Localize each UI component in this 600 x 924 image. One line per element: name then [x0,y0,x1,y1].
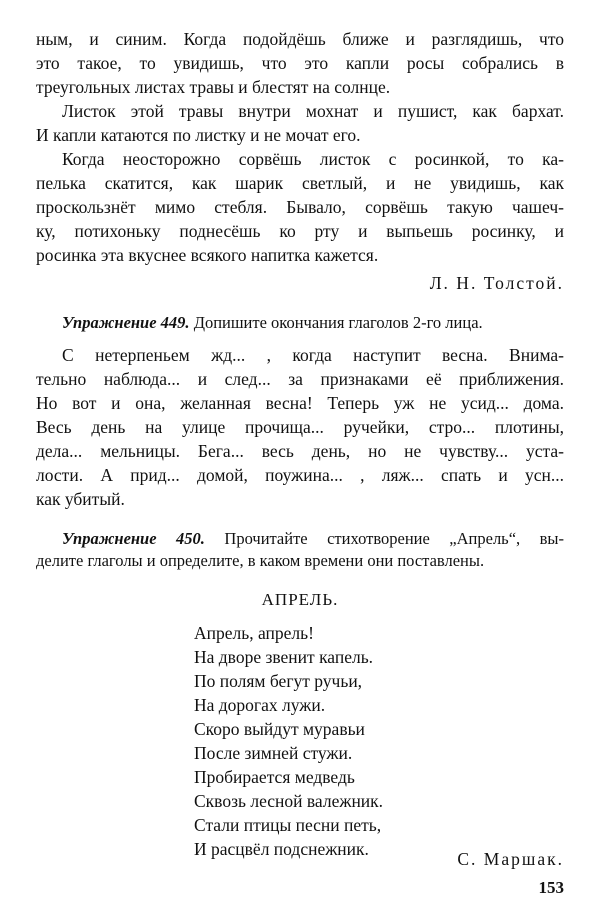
exercise-449-line-2: тельно наблюда... и след... за признаками её приближения. [36,369,564,389]
poem-line-7: Пробирается медведь [194,767,355,787]
poem-line-8: Сквозь лесной валежник. [194,791,384,811]
story-line-1: ным, и синим. Когда подойдёшь ближе и разглядишь, что [36,29,564,49]
exercise-449-task: Допишите окончания глаголов 2-го лица. [193,313,483,332]
poem-line-6: После зимней стужи. [194,743,353,763]
poem-line-5: Скоро выйдут муравьи [194,719,365,739]
story-line-10: росинка эта вкуснее всякого напитка кажется. [36,245,379,265]
story-author: Л. Н. Толстой. [429,273,564,293]
exercise-449-label: Упражнение 449. [62,313,190,332]
page-number: 153 [538,878,564,897]
exercise-449-line-6: лости. А прид... домой, поужина... , ляж... спать и усн... [36,465,564,485]
exercise-449-line-4: Весь день на улице прочища... ручейки, стро... плотины, [36,417,564,437]
exercise-449-line-3: Но вот и она, желанная весна! Теперь уж не усид... дома. [36,393,564,413]
poem-line-10: И расцвёл подснежник. [194,839,369,859]
story-line-6: Когда неосторожно сорвёшь листок с росинкой, то ка- [62,149,564,169]
exercise-450-task-line-2: делите глаголы и определите, в каком времени они поставлены. [36,551,485,570]
story-line-3: треугольных листах травы и блестят на солнце. [36,77,391,97]
exercise-449-line-5: дела... мельницы. Бега... весь день, но не чувству... уста- [36,441,564,461]
story-line-8: проскользнёт мимо стебля. Бывало, сорвёшь такую чашеч- [36,197,564,217]
story-line-5: И капли катаются по листку и не мочат его. [36,125,361,145]
exercise-450-label: Упражнение 450. [62,529,205,548]
poem-line-4: На дорогах лужи. [194,695,326,715]
poem-author: С. Маршак. [457,849,564,869]
story-line-9: ку, потихоньку поднесёшь ко рту и выпьешь росинку, и [36,221,564,241]
exercise-450-heading [62,528,564,550]
poem-line-2: На дворе звенит капель. [194,647,374,667]
poem-line-3: По полям бегут ручьи, [194,671,363,691]
exercise-449-line-1: С нетерпеньем жд... , когда наступит весна. Внима- [62,345,564,365]
exercise-449-line-7: как убитый. [36,489,125,509]
story-line-2: это такое, то увидишь, что это капли росы собрались в [36,53,564,73]
poem-title: АПРЕЛЬ. [261,590,339,609]
story-line-7: пелька скатится, как шарик светлый, и не увидишь, как [36,173,564,193]
exercise-450-task-line-1: Прочитайте стихотворение „Апрель“, вы- [224,529,565,548]
story-line-4: Листок этой травы внутри мохнат и пушист, как бархат. [62,101,564,121]
poem-line-9: Стали птицы песни петь, [194,815,382,835]
poem-line-1: Апрель, апрель! [194,623,314,643]
exercise-449-heading [62,312,564,334]
